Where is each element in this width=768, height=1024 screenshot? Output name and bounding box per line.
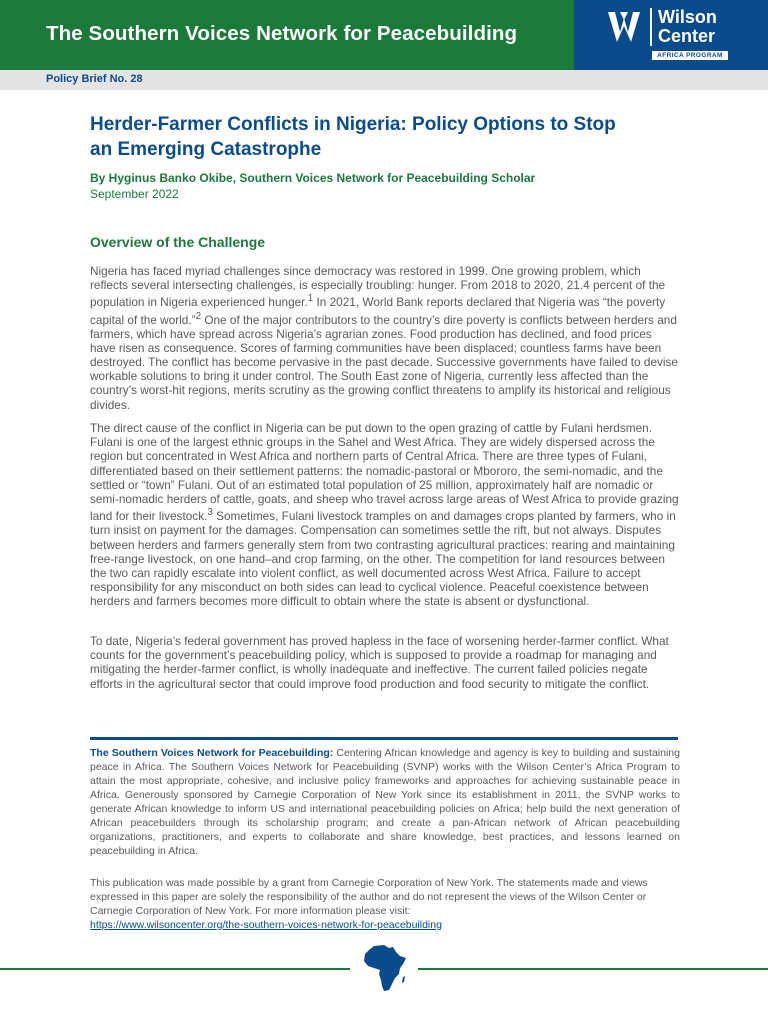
paragraph-2: [90, 421, 680, 609]
svnp-body: Centering African knowledge and agency is key to building and sustaining peace in Africa. The Southern Voices Network for Peacebuilding (SVNP) works with the Wilson Center’s Africa Program to attain the most appropriate, cohesive, and inclusive policy frameworks and approaches for achieving sustainable peace in Africa. Generously sponsored by Carnegie Corporation of New York since its establishment in 2011, the SVNP works to generate African knowledge to inform US and international peacebuilding policies on Africa; help build the next generation of African peacebuilders through its scholarship program; and create a pan-African network of African peacebuilding organizations, practitioners, and experts to collaborate and share knowledge, best practices, and lessons learned on peacebuilding in Africa.: [90, 747, 680, 857]
paragraph-3: To date, Nigeria’s federal government has proved hapless in the face of worsening herder-farmer conflict. What counts for the government’s peacebuilding policy, which is supposed to provide a roadmap for managing and mitigating the herder-farmer conflict, is wholly inadequate and ineffective. The current failed policies negate efforts in the agricultural sector that could improve food production and food security to mitigate the conflict.: [90, 634, 669, 691]
header-bar: [0, 0, 768, 70]
logo-divider: [650, 8, 652, 46]
paragraph-2-part-b: Sometimes, Fulani livestock tramples on and damages crops planted by farmers, who in turn insist on payment for the damages. Compensation can sometimes settle the rift, but not always. Disputes between herders and farmers generally stem from two contrasting agricultural practices: rearing and maintaining free-range livestock, on one hand–and crop farming, on the other. The competition for land resources between the two can rapidly escalate into violent conflict, as well documented across West Africa. Failure to accept responsibility for any misconduct on both sides can lead to cyclical violence. Peaceful coexistence between herders and farmers becomes more difficult to obtain where the state is absent or dysfunctional.: [90, 509, 676, 609]
paragraph-2-part-a: The direct cause of the conflict in Nigeria can be put down to the open grazing of cattle by Fulani herdsmen. Fulani is one of the largest ethnic groups in the Sahel and West Africa. They are widely dispersed across the region but concentrated in West Africa and northern parts of Central Africa. There are three types of Fulani, differentiated based on their settlement patterns: the nomadic-pastoral or Mbororo, the semi-nomadic, and the settled or “town” Fulani. Out of an estimated total population of 25 million, approximately half are nomadic or semi-nomadic herders of cattle, goats, and sheep who travel across large areas of West Africa to provide grazing land for their livestock.: [90, 421, 679, 524]
paragraph-1-part-c: One of the major contributors to the country’s dire poverty is conflicts between herders and farmers, which have spread across Nigeria’s agrarian zones. Food production has declined, and food prices have risen as consequence. Scores of farming communities have been displaced; countless farms have been destroyed. The conflict has become pervasive in the past decade. Successive governments have failed to devise workable solutions to bring it under control. The South East zone of Nigeria, currently less affected than the country’s worst-hit regions, merits scrutiny as the growing conflict threatens to amplify its historical and religious divides.: [90, 312, 678, 412]
footnote-ref-1[interactable]: 1: [307, 293, 314, 305]
footnote-ref-2[interactable]: 2: [195, 310, 202, 322]
wilson-center-logo[interactable]: [574, 0, 768, 70]
policy-brief-bar: [0, 70, 768, 90]
document-title-line-2: an Emerging Catastrophe: [90, 139, 322, 160]
logo-line-center: Center: [658, 26, 716, 46]
network-title: The Southern Voices Network for Peacebuilding: [46, 22, 518, 45]
paragraph-1-part-a: Nigeria has faced myriad challenges since democracy was restored in 1999. One growing problem, which reflects several intersecting challenges, is especially troubling: hunger. From 2018 to 2020, 21.4 percent of the population in Nigeria experienced hunger.: [90, 264, 666, 310]
document-title-line-1: Herder-Farmer Conflicts in Nigeria: Policy Options to Stop: [90, 114, 616, 135]
africa-program-tag: AFRICA PROGRAM: [652, 51, 728, 60]
svnp-link[interactable]: https://www.wilsoncenter.org/the-southern-voices-network-for-peacebuilding: [90, 919, 442, 931]
grant-text: This publication was made possible by a grant from Carnegie Corporation of New York. The statements made and views expressed in this paper are solely the responsibility of the author and do not represent the views of the Wilson Center or Carnegie Corporation of New York. For more information please visit:: [90, 877, 648, 917]
policy-brief-label: Policy Brief No. 28: [46, 73, 143, 85]
author-byline: By Hyginus Banko Okibe, Southern Voices Network for Peacebuilding Scholar: [90, 171, 536, 185]
svnp-description: [90, 746, 680, 858]
paragraph-1: [90, 264, 680, 412]
svnp-lead: The Southern Voices Network for Peacebuilding:: [90, 747, 334, 759]
paragraph-1-part-b: In 2021, World Bank reports declared that Nigeria was “the poverty capital of the world.”: [90, 295, 666, 327]
footer-divider: [90, 737, 678, 740]
logo-line-wilson: Wilson: [658, 7, 717, 27]
logo-wordmark: [658, 8, 717, 46]
document-title: [90, 112, 690, 162]
bottom-rule-right: [418, 968, 768, 970]
section-heading: Overview of the Challenge: [90, 234, 266, 250]
wilson-w-logo-icon: [606, 8, 642, 44]
publication-date: September 2022: [90, 187, 179, 201]
grant-notice: [90, 876, 680, 932]
africa-map-icon: [362, 944, 408, 992]
footnote-ref-3[interactable]: 3: [207, 507, 213, 519]
bottom-rule-left: [0, 968, 350, 970]
